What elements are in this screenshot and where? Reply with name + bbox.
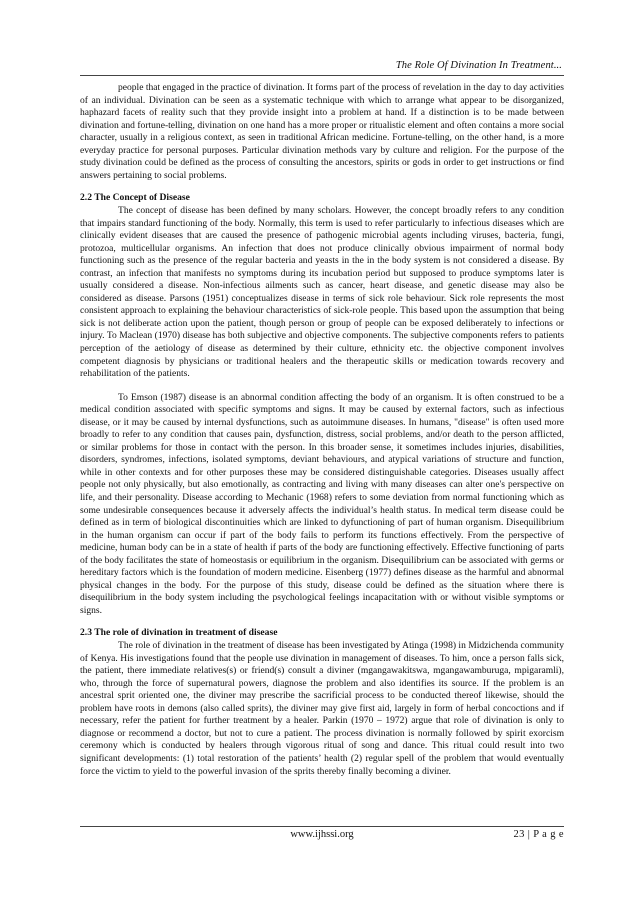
- article-body: [80, 82, 564, 778]
- section-heading-concept-of-disease: 2.2 The Concept of Disease: [80, 192, 190, 204]
- page-number: 23 | P a g e: [513, 829, 564, 840]
- paragraph-divination-definition: people that engaged in the practice of divination. It forms part of the process of revelation in the day to day activities of an individual. Divination can be seen as a systematic technique with which to arrange what appear to be disorganized, haphazard facets of reality such that they provide insight into a problem at hand. If a distinction is to be made between divination and fortune-telling, divination on one hand has a more proper or ritualistic element and often contains a more social character, usually in a religious context, as seen in traditional African medicine. Fortune-telling, on the other hand, is a more everyday practice for personal purposes. Particular divination methods vary by culture and religion. For the purpose of the study divination could be defined as the process of consulting the ancestors, spirits or gods in order to get instructions or find answers pertaining to social problems.: [80, 82, 564, 181]
- paragraph-role-of-divination: The role of divination in the treatment of disease has been investigated by Atinga (1998) in Midzichenda community of Kenya. His investigations found that the people use divination in management of diseases. To him, once a person falls sick, the patient, there immediate relatives(s) or friend(s) consult a diviner (mgangawakitswa, mgangawamburuga, mpigaramli), who, through the force of supernatural powers, diagnose the problem and also identifies its source. If the problem is an ancestral sprit oriented one, the diviner may prescribe the sacrificial process to be conducted thereof likewise, should the problem have roots in demons (also called sprits), the diviner may give first aid, largely in form of herbal concoctions and if necessary, refer the patient for further treatment by a healer. Parkin (1970 – 1972) argue that role of divination is only to diagnose or recommend a doctor, but not to cure a patient. The process divination is normally followed by spirit exorcism ceremony which is conducted by healers through vigorous ritual of song and dance. This ritual could result into two significant developments: (1) total restoration of the patients’ health (2) regular spell of the problem that would eventually force the victim to yield to the powerful invasion of the sprits thereby finally becoming a diviner.: [80, 640, 564, 777]
- footer-divider: [80, 826, 564, 827]
- footer-url: www.ijhssi.org: [290, 829, 354, 840]
- paragraph-concept-of-disease: The concept of disease has been defined by many scholars. However, the concept broadly refers to any condition that impairs standard functioning of the body. Normally, this term is used to refer particularly to infectious diseases which are clinically evident diseases that are caused the presence of pathogenic microbial agents including viruses, bacteria, fungi, protozoa, multicellular organisms. An infection that does not produce clinically obvious impairment of normal body functioning such as the presence of the regular bacteria and yeasts in the in the body system is not considered a disease. By contrast, an infection that manifests no symptoms during its incubation period but supposed to produce symptoms later is usually considered a disease. Non-infectious ailments such as cancer, heart disease, and genetic disease may also be considered as disease. Parsons (1951) conceptualizes disease in terms of sick role behaviour. Sick role represents the most consistent approach to explaining the behaviour characteristics of sick-role people. This based upon the assumption that being sick is not deliberate action upon the patient, though person or group of people can be exposed deliberately to infections or injury. To Maclean (1970) disease has both subjective and objective components. The subjective components refers to patients perception of the aetiology of disease as determined by their culture, ethnicity etc. the objective component involves competent diagnosis by physicians or traditional healers and the therapeutic skills or medication towards recovery and rehabilitation of the patients.: [80, 204, 564, 380]
- paragraph-emson-disease: To Emson (1987) disease is an abnormal condition affecting the body of an organism. It is often construed to be a medical condition associated with specific symptoms and signs. It may be caused by external factors, such as infectious disease, or it may be caused by internal dysfunctions, such as autoimmune diseases. In humans, "disease" is often used more broadly to refer to any condition that causes pain, dysfunction, distress, social problems, and/or death to the person afflicted, or similar problems for those in contact with the person. In this broader sense, it sometimes includes injuries, disabilities, disorders, syndromes, infections, isolated symptoms, deviant behaviours, and atypical variations of structure and function, while in other contexts and for other purposes these may be considered distinguishable categories. Diseases usually affect people not only physically, but also emotionally, as contracting and living with many diseases can alter one's perspective on life, and their personality. Disease according to Mechanic (1968) refers to some deviation from normal functioning which as some undesirable consequences because it adversely affects the individual’s health status. In medical term disease could be defined as in term of biological discontinuities which are linked to dyfunctioning of part of human organism. Disequilibrium in the human organism can occur if part of the body fails to perform its functions effectively. From the perspective of medicine, human body can be in a state of health if parts of the body are functioning effectively. Effective functioning of parts of the body facilitates the state of homeostasis or equilibrium in the organism. Disequilibrium can be associated with germs or hereditary factors which is the foundation of modern medicine. Eisenberg (1977) defines disease as the harmful and abnormal physical changes in the body. For the purpose of this study, disease could be defined as the situation where there is disequilibrium in the body system including the psychological feelings incapacitation with or without visible symptoms or signs.: [80, 391, 564, 616]
- running-header: The Role Of Divination In Treatment...: [395, 60, 562, 71]
- section-heading-role-of-divination: 2.3 The role of divination in treatment of disease: [80, 627, 278, 639]
- header-divider: [80, 75, 564, 76]
